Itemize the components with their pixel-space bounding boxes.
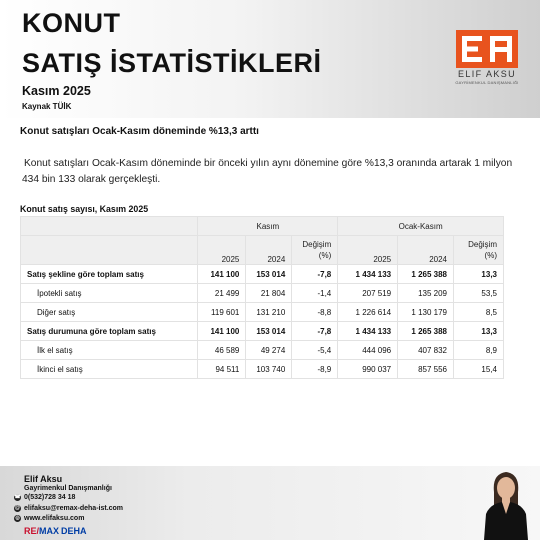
phone-icon: ☎ bbox=[14, 494, 21, 500]
row-value: 153 014 bbox=[246, 322, 292, 341]
column-header: 2025 bbox=[198, 236, 246, 265]
website-contact[interactable] bbox=[14, 515, 84, 522]
row-value: 1 265 388 bbox=[398, 265, 454, 284]
row-value: 119 601 bbox=[198, 303, 246, 322]
row-value: -1,4 bbox=[292, 284, 338, 303]
row-value: 15,4 bbox=[453, 360, 503, 379]
column-header: 2024 bbox=[246, 236, 292, 265]
row-value: 103 740 bbox=[246, 360, 292, 379]
row-value: 13,3 bbox=[453, 322, 503, 341]
row-label: Satış şekline göre toplam satış bbox=[21, 265, 198, 284]
row-value: 990 037 bbox=[338, 360, 398, 379]
agent-portrait bbox=[478, 466, 534, 540]
row-value: 1 265 388 bbox=[398, 322, 454, 341]
row-value: 407 832 bbox=[398, 341, 454, 360]
row-value: -7,8 bbox=[292, 265, 338, 284]
brand-max: MAX bbox=[39, 526, 60, 536]
remax-deha-logo bbox=[24, 526, 87, 536]
table-title: Konut satış sayısı, Kasım 2025 bbox=[20, 204, 149, 214]
column-header: 2024 bbox=[398, 236, 454, 265]
row-value: 1 226 614 bbox=[338, 303, 398, 322]
row-value: 1 130 179 bbox=[398, 303, 454, 322]
header-banner bbox=[0, 0, 540, 118]
row-label: Satış durumuna göre toplam satış bbox=[21, 322, 198, 341]
title-line-1: KONUT bbox=[22, 8, 121, 38]
headline: Konut satışları Ocak-Kasım döneminde %13,3 arttı bbox=[20, 126, 259, 137]
table-row bbox=[21, 341, 504, 360]
sales-table bbox=[20, 216, 504, 379]
table-column-header-row bbox=[21, 236, 504, 265]
column-header: Değişim (%) bbox=[292, 236, 338, 265]
row-value: 857 556 bbox=[398, 360, 454, 379]
period-subtitle: Kasım 2025 bbox=[22, 84, 91, 98]
table-row bbox=[21, 360, 504, 379]
agent-name: Elif Aksu bbox=[24, 474, 63, 484]
email-icon: @ bbox=[15, 505, 20, 511]
row-value: 153 014 bbox=[246, 265, 292, 284]
logo-name: ELIF AKSU bbox=[457, 69, 517, 79]
ea-logo-icon bbox=[456, 30, 518, 68]
table-row bbox=[21, 265, 504, 284]
elif-aksu-logo bbox=[452, 30, 522, 86]
row-value: 1 434 133 bbox=[338, 322, 398, 341]
row-value: 53,5 bbox=[453, 284, 503, 303]
phone-number: 0(532)728 34 18 bbox=[24, 494, 76, 501]
row-value: 13,3 bbox=[453, 265, 503, 284]
row-value: 94 511 bbox=[198, 360, 246, 379]
table-row bbox=[21, 284, 504, 303]
brand-re: RE/ bbox=[24, 526, 40, 536]
row-value: 141 100 bbox=[198, 265, 246, 284]
email-contact[interactable] bbox=[14, 505, 123, 512]
row-value: 21 804 bbox=[246, 284, 292, 303]
email-address: elifaksu@remax-deha-ist.com bbox=[24, 505, 124, 512]
source-label: Kaynak TÜİK bbox=[22, 102, 72, 111]
website-url: www.elifaksu.com bbox=[24, 515, 85, 522]
row-label: İpotekli satış bbox=[21, 284, 198, 303]
row-label: İkinci el satış bbox=[21, 360, 198, 379]
agent-role: Gayrimenkul Danışmanlığı bbox=[24, 485, 112, 492]
summary-paragraph: Konut satışları Ocak-Kasım döneminde bir önceki yılın aynı dönemine göre %13,3 oranında artarak 1 milyon 434 bin 133 olarak gerçekleşti. bbox=[22, 158, 513, 185]
logo-tagline: GAYRİMENKUL DANIŞMANLIĞI bbox=[455, 80, 519, 85]
column-header: 2025 bbox=[338, 236, 398, 265]
row-value: -5,4 bbox=[292, 341, 338, 360]
group-header-kasim: Kasım bbox=[198, 217, 338, 236]
group-header-ocak-kasim: Ocak-Kasım bbox=[338, 217, 504, 236]
table-row bbox=[21, 303, 504, 322]
row-value: -8,9 bbox=[292, 360, 338, 379]
row-value: 444 096 bbox=[338, 341, 398, 360]
column-header: Değişim (%) bbox=[453, 236, 503, 265]
row-value: -7,8 bbox=[292, 322, 338, 341]
row-value: 207 519 bbox=[338, 284, 398, 303]
row-label: Diğer satış bbox=[21, 303, 198, 322]
row-value: 1 434 133 bbox=[338, 265, 398, 284]
phone-contact[interactable] bbox=[14, 494, 75, 501]
brand-office: DEHA bbox=[61, 526, 87, 536]
table-row bbox=[21, 322, 504, 341]
row-value: 49 274 bbox=[246, 341, 292, 360]
row-value: 46 589 bbox=[198, 341, 246, 360]
globe-icon: ◎ bbox=[15, 515, 20, 521]
row-value: 135 209 bbox=[398, 284, 454, 303]
header-empty-cell bbox=[21, 217, 198, 236]
row-label: İlk el satış bbox=[21, 341, 198, 360]
table-group-header-row bbox=[21, 217, 504, 236]
row-value: 131 210 bbox=[246, 303, 292, 322]
row-value: 8,5 bbox=[453, 303, 503, 322]
table-body bbox=[21, 265, 504, 379]
row-value: 141 100 bbox=[198, 322, 246, 341]
header-label-cell bbox=[21, 236, 198, 265]
row-value: 8,9 bbox=[453, 341, 503, 360]
row-value: -8,8 bbox=[292, 303, 338, 322]
title-line-2: SATIŞ İSTATİSTİKLERİ bbox=[22, 48, 322, 78]
row-value: 21 499 bbox=[198, 284, 246, 303]
